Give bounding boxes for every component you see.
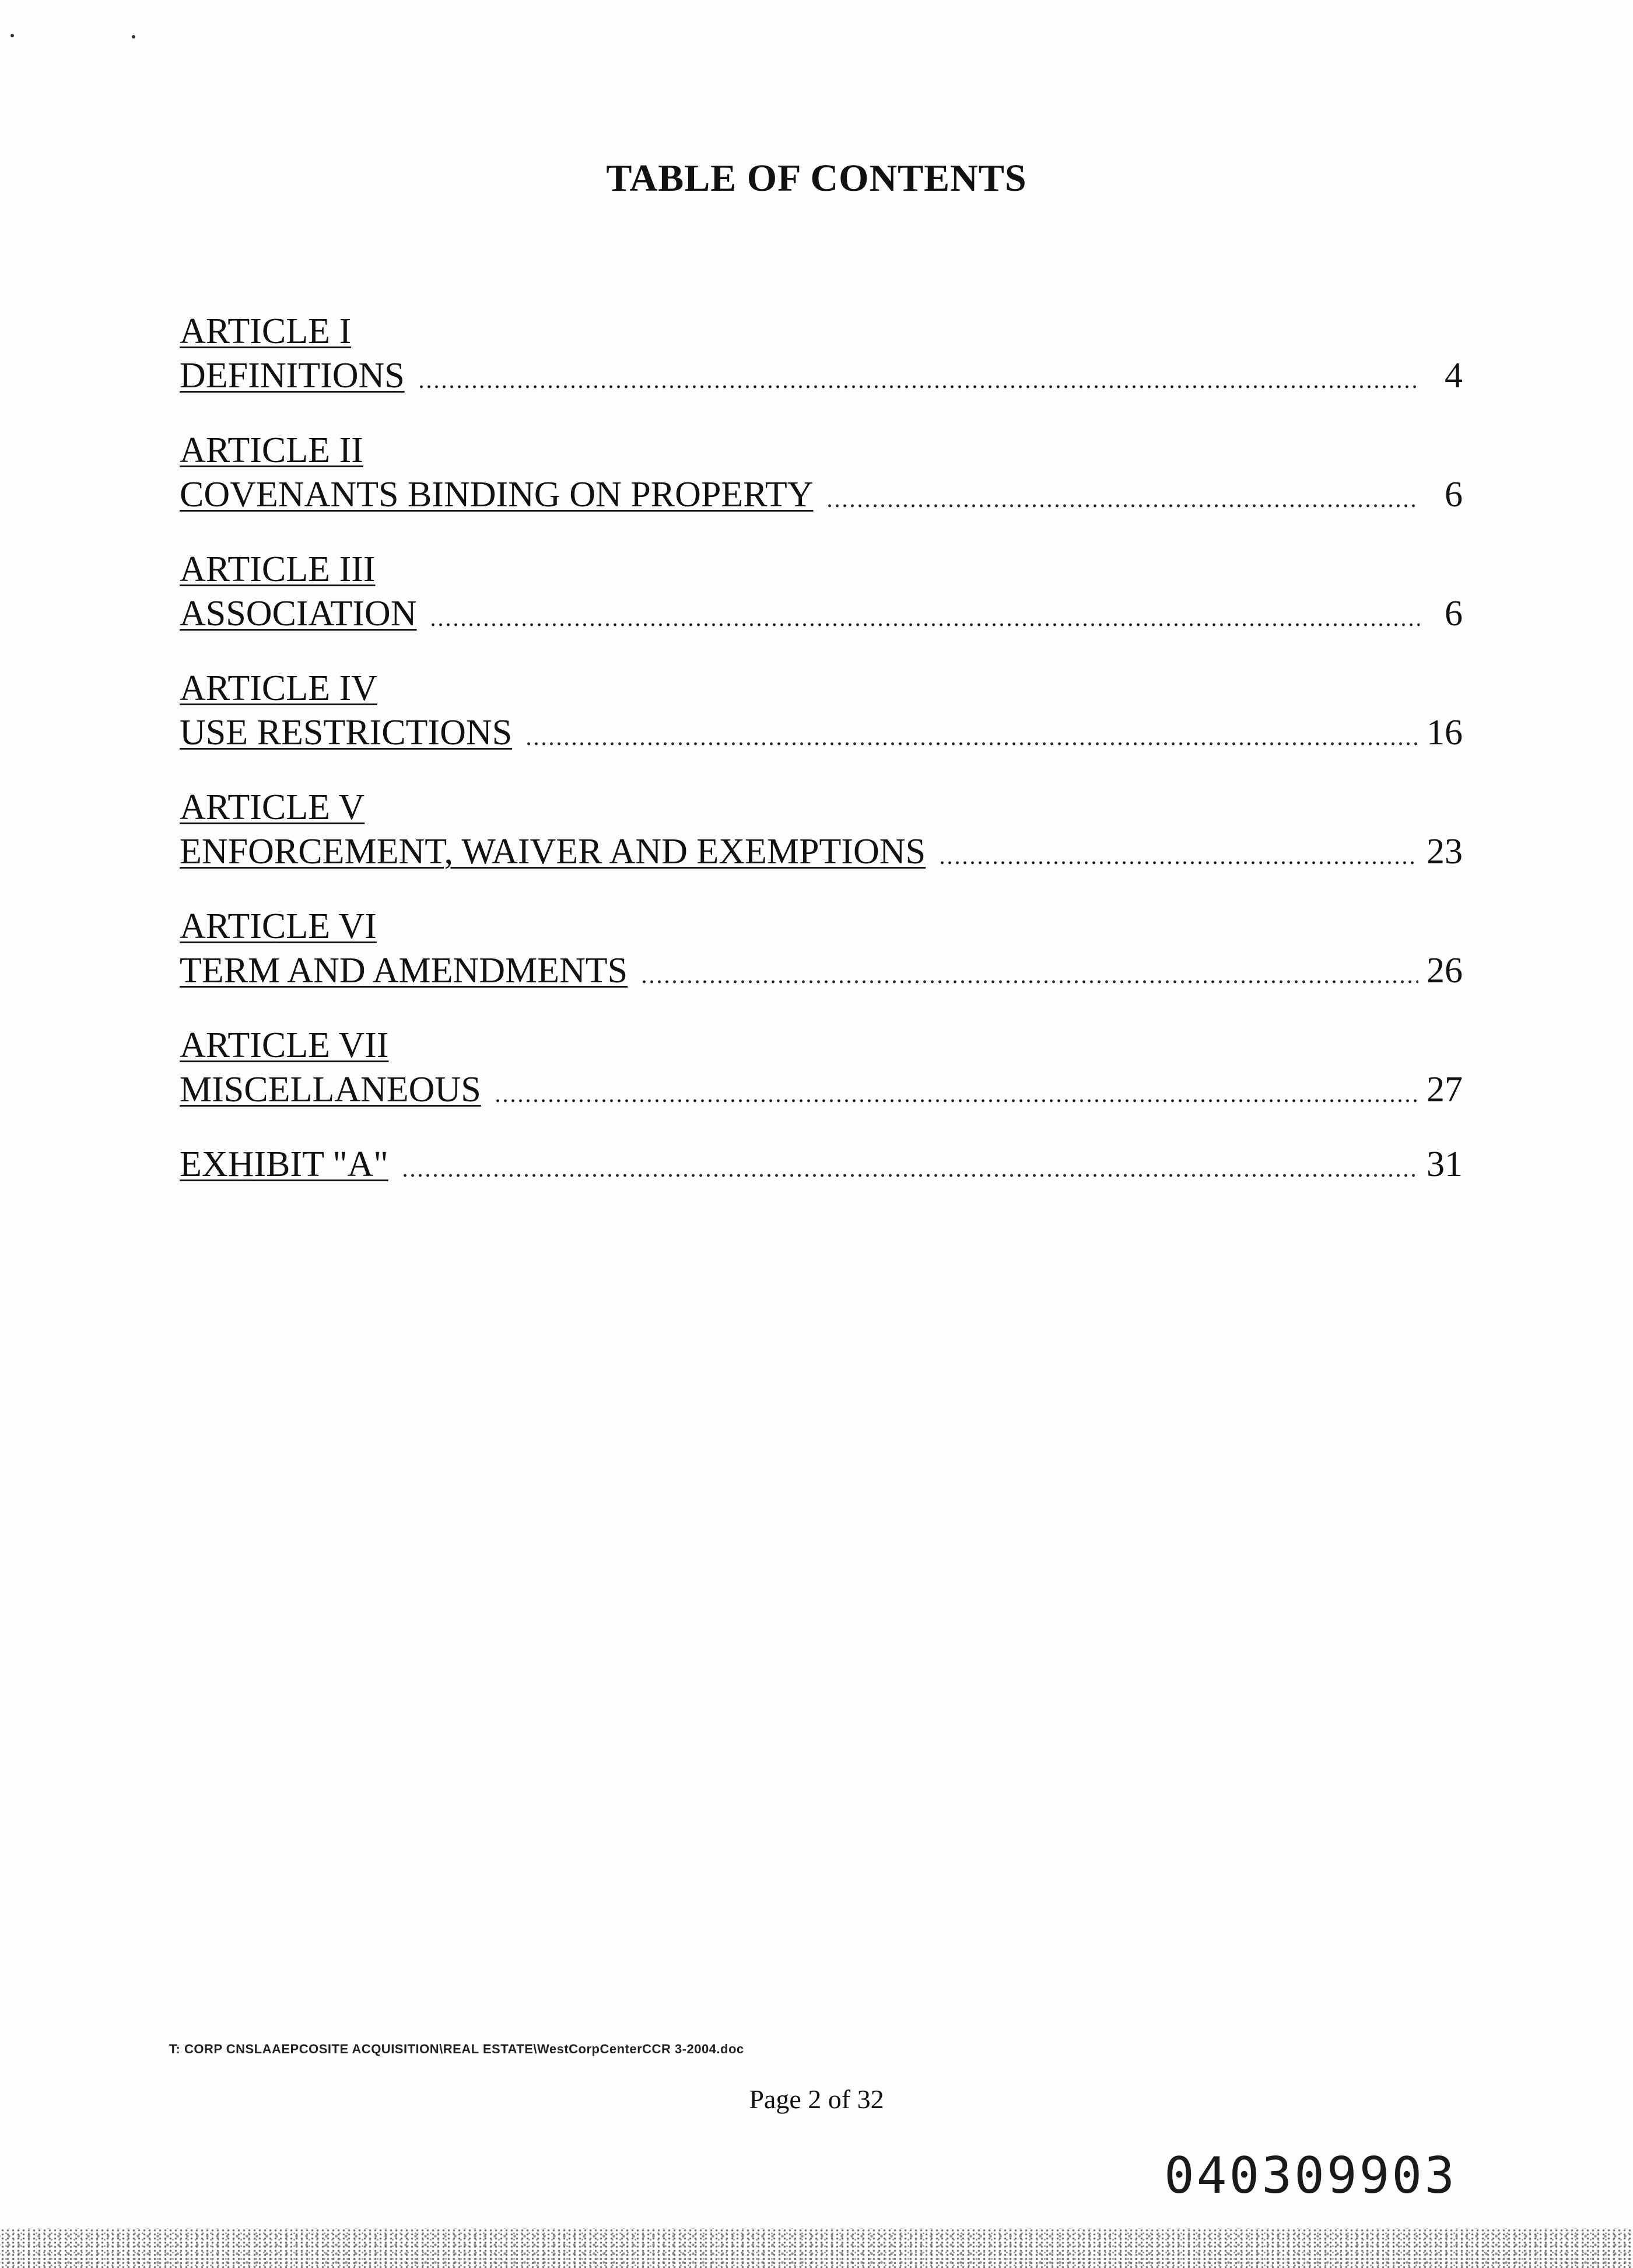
scan-noise-band <box>0 2228 1633 2268</box>
document-number: 040309903 <box>1164 2147 1457 2205</box>
toc-entry[interactable] <box>180 309 1463 398</box>
toc-heading[interactable]: USE RESTRICTIONS <box>180 713 513 752</box>
dot-leader <box>938 860 1418 866</box>
toc-article-label: ARTICLE I <box>180 312 352 351</box>
toc-article-label: ARTICLE IV <box>180 668 377 708</box>
toc-entry-exhibit[interactable] <box>180 1142 1463 1186</box>
toc-heading[interactable]: COVENANTS BINDING ON PROPERTY <box>180 475 814 514</box>
page-number-footer: Page 2 of 32 <box>749 2084 884 2114</box>
toc-article-label: ARTICLE III <box>180 550 376 589</box>
toc-article-label: ARTICLE VI <box>180 907 377 946</box>
toc-article-label: ARTICLE VII <box>180 1026 389 1065</box>
toc-page-number: 23 <box>1427 832 1463 872</box>
toc-entry[interactable] <box>180 904 1463 993</box>
toc-heading[interactable]: ENFORCEMENT, WAIVER AND EXEMPTIONS <box>180 832 926 872</box>
toc-page-number: 26 <box>1427 951 1463 991</box>
dot-leader <box>826 503 1420 509</box>
dot-leader <box>401 1172 1418 1178</box>
toc-heading[interactable]: MISCELLANEOUS <box>180 1070 481 1110</box>
toc-entry[interactable] <box>180 666 1463 755</box>
toc-entry[interactable] <box>180 428 1463 517</box>
file-path: T: CORP CNSLAAEPCOSITE ACQUISITION\REAL ESTATE\WestCorpCenterCCR 3-2004.doc <box>169 2042 744 2056</box>
scan-speck <box>132 35 135 38</box>
toc-article-label: ARTICLE V <box>180 788 365 827</box>
toc-list <box>180 309 1463 1186</box>
scan-speck <box>10 34 14 37</box>
dot-leader <box>525 741 1418 747</box>
toc-entry[interactable] <box>180 1023 1463 1112</box>
toc-article-label: ARTICLE II <box>180 430 363 470</box>
dot-leader <box>494 1098 1418 1104</box>
toc-page-number: 6 <box>1445 475 1463 514</box>
dot-leader <box>429 622 1420 628</box>
dot-leader <box>418 384 1420 390</box>
toc-page-number: 16 <box>1427 713 1463 752</box>
dot-leader <box>640 979 1418 985</box>
toc-heading[interactable]: DEFINITIONS <box>180 356 405 396</box>
toc-title: TABLE OF CONTENTS <box>606 157 1027 200</box>
toc-page-number: 6 <box>1445 594 1463 634</box>
toc-page-number: 4 <box>1445 356 1463 396</box>
toc-page-number: 27 <box>1427 1070 1463 1110</box>
toc-page-number: 31 <box>1427 1144 1463 1184</box>
toc-heading[interactable]: EXHIBIT "A" <box>180 1144 388 1184</box>
toc-entry[interactable] <box>180 547 1463 636</box>
toc-heading[interactable]: ASSOCIATION <box>180 594 417 634</box>
toc-entry[interactable] <box>180 785 1463 874</box>
toc-heading[interactable]: TERM AND AMENDMENTS <box>180 951 628 991</box>
